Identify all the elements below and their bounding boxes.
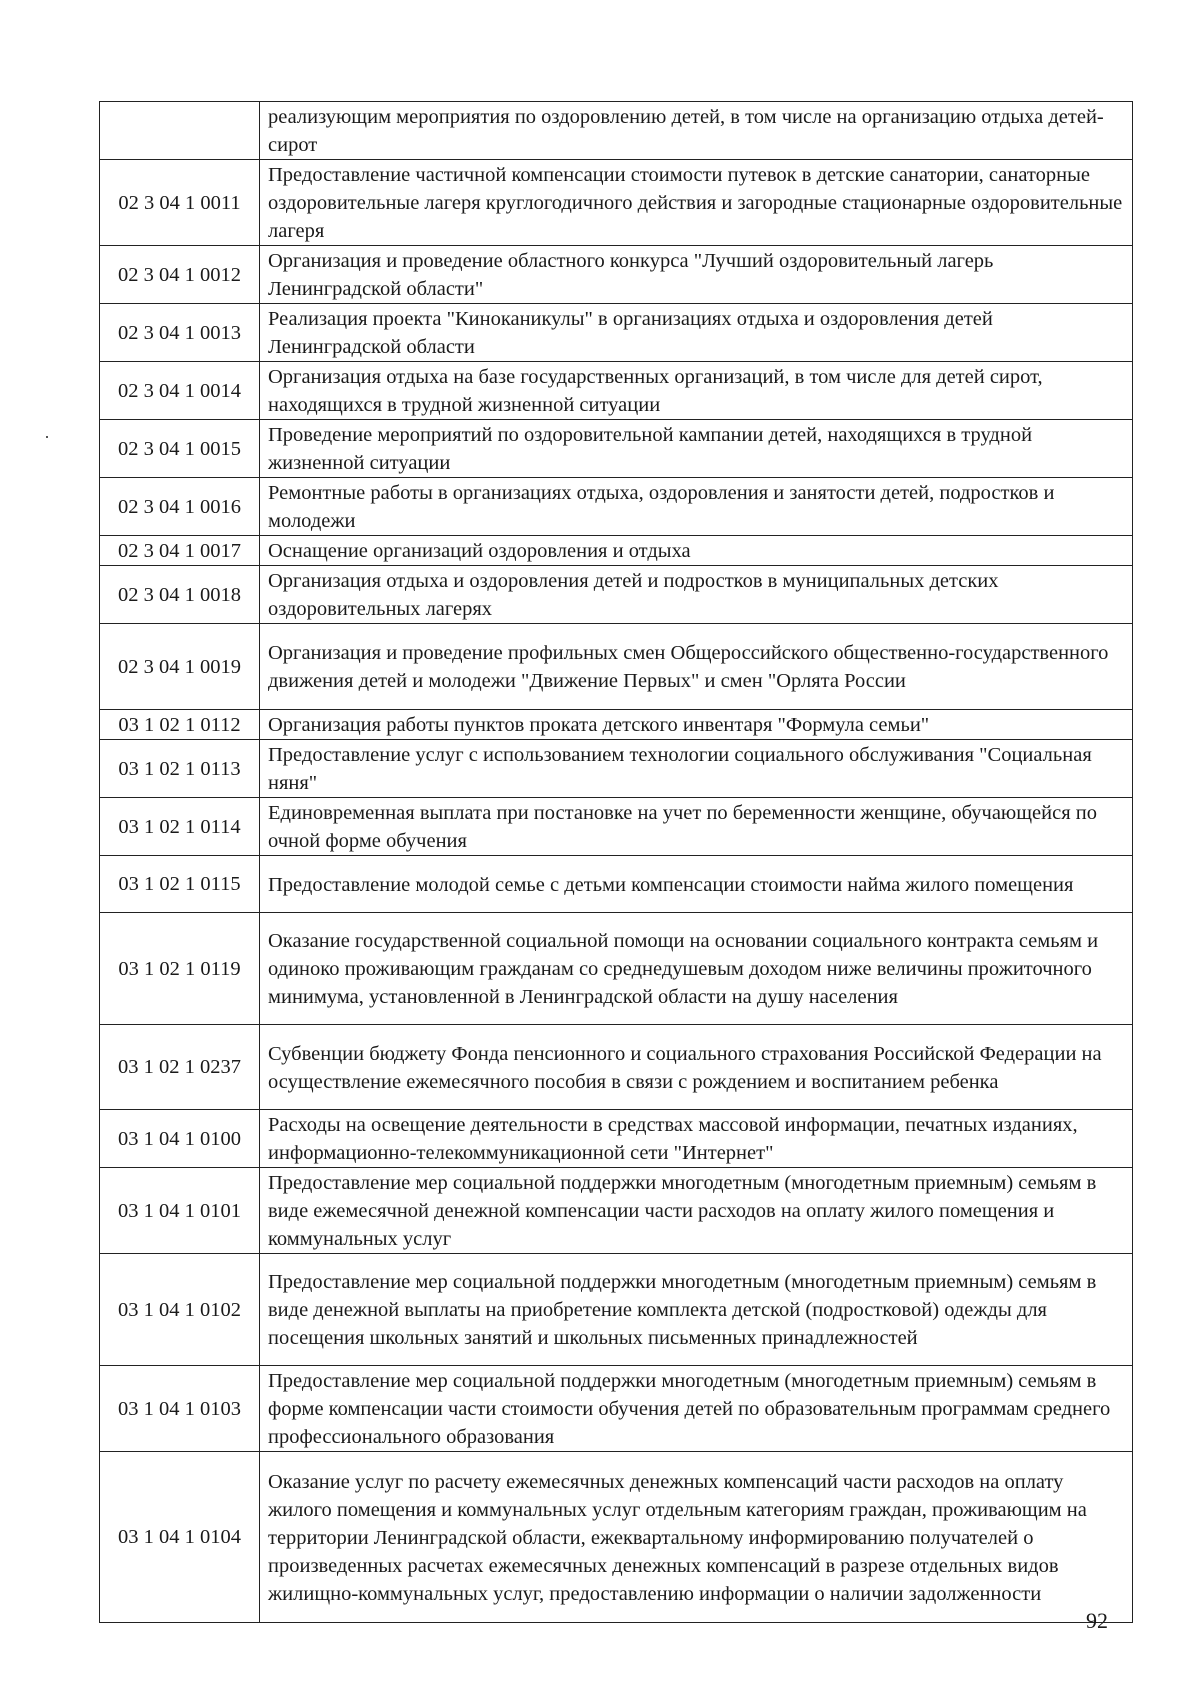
row-description: реализующим мероприятия по оздоровлению детей, в том числе на организацию отдыха детей-сирот [260,102,1133,160]
row-code: 03 1 04 1 0100 [100,1110,260,1168]
row-code: 03 1 02 1 0112 [100,710,260,740]
table-row [100,856,1133,913]
table-row [100,1168,1133,1254]
table-row [100,913,1133,1025]
row-description: Оказание государственной социальной помощи на основании социального контракта семьям и одиноко проживающим гражданам со среднедушевым доходом ниже величины прожиточного минимума, установленной в Ленинградской области на душу населения [260,913,1133,1025]
row-description: Организация отдыха и оздоровления детей и подростков в муниципальных детских оздоровительных лагерях [260,566,1133,624]
row-description: Расходы на освещение деятельности в средствах массовой информации, печатных изданиях, информационно-телекоммуникационной сети "Интернет" [260,1110,1133,1168]
row-code: 02 3 04 1 0015 [100,420,260,478]
row-description: Проведение мероприятий по оздоровительной кампании детей, находящихся в трудной жизненной ситуации [260,420,1133,478]
table-row [100,624,1133,710]
row-code: 03 1 02 1 0113 [100,740,260,798]
row-code: 03 1 02 1 0114 [100,798,260,856]
row-code: 02 3 04 1 0013 [100,304,260,362]
budget-codes-table [99,101,1133,1623]
row-description: Единовременная выплата при постановке на учет по беременности женщине, обучающейся по очной форме обучения [260,798,1133,856]
table-row [100,1452,1133,1623]
row-description: Организация отдыха на базе государственных организаций, в том числе для детей сирот, находящихся в трудной жизненной ситуации [260,362,1133,420]
row-description: Предоставление частичной компенсации стоимости путевок в детские санатории, санаторные оздоровительные лагеря круглогодичного действия и загородные стационарные оздоровительные лагеря [260,160,1133,246]
table-row [100,362,1133,420]
page-number: 92 [1086,1608,1108,1633]
table-row [100,740,1133,798]
table-row [100,1110,1133,1168]
table-row [100,1025,1133,1110]
row-code: 02 3 04 1 0019 [100,624,260,710]
row-code: 03 1 02 1 0115 [100,856,260,913]
row-code: 02 3 04 1 0016 [100,478,260,536]
row-description: Оснащение организаций оздоровления и отдыха [260,536,1133,566]
table-row [100,246,1133,304]
row-description: Реализация проекта "Киноканикулы" в организациях отдыха и оздоровления детей Ленинградской области [260,304,1133,362]
row-description: Предоставление мер социальной поддержки многодетным (многодетным приемным) семьям в виде денежной выплаты на приобретение комплекта детской (подростковой) одежды для посещения школьных занятий и школьных письменных принадлежностей [260,1254,1133,1366]
table-row [100,102,1133,160]
row-description: Предоставление мер социальной поддержки многодетным (многодетным приемным) семьям в форме компенсации части стоимости обучения детей по образовательным программам среднего профессионального образования [260,1366,1133,1452]
table-row [100,1254,1133,1366]
row-description: Предоставление молодой семье с детьми компенсации стоимости найма жилого помещения [260,856,1133,913]
table-row [100,1366,1133,1452]
table-row [100,536,1133,566]
scan-speck [46,436,48,438]
row-description: Предоставление мер социальной поддержки многодетным (многодетным приемным) семьям в виде ежемесячной денежной компенсации части расходов на оплату жилого помещения и коммунальных услуг [260,1168,1133,1254]
row-code: 03 1 04 1 0102 [100,1254,260,1366]
row-code [100,102,260,160]
table-row [100,566,1133,624]
table-row [100,420,1133,478]
table-row [100,304,1133,362]
row-code: 03 1 04 1 0101 [100,1168,260,1254]
row-description: Оказание услуг по расчету ежемесячных денежных компенсаций части расходов на оплату жилого помещения и коммунальных услуг отдельным категориям граждан, проживающим на территории Ленинградской области, ежеквартальному информированию получателей о произведенных расчетах ежемесячных денежных компенсаций в разрезе отдельных видов жилищно-коммунальных услуг, предоставлению информации о наличии задолженности [260,1452,1133,1623]
table-row [100,710,1133,740]
row-description: Организация работы пунктов проката детского инвентаря "Формула семьи" [260,710,1133,740]
row-code: 03 1 04 1 0104 [100,1452,260,1623]
row-description: Организация и проведение профильных смен Общероссийского общественно-государственного движения детей и молодежи "Движение Первых" и смен "Орлята России [260,624,1133,710]
row-code: 03 1 02 1 0119 [100,913,260,1025]
row-code: 02 3 04 1 0018 [100,566,260,624]
table-row [100,798,1133,856]
table-row [100,160,1133,246]
row-code: 02 3 04 1 0011 [100,160,260,246]
row-description: Предоставление услуг с использованием технологии социального обслуживания "Социальная няня" [260,740,1133,798]
row-code: 02 3 04 1 0017 [100,536,260,566]
row-code: 02 3 04 1 0012 [100,246,260,304]
table-body [100,102,1133,1623]
row-code: 03 1 04 1 0103 [100,1366,260,1452]
row-description: Организация и проведение областного конкурса "Лучший оздоровительный лагерь Ленинградской области" [260,246,1133,304]
row-description: Субвенции бюджету Фонда пенсионного и социального страхования Российской Федерации на осуществление ежемесячного пособия в связи с рождением и воспитанием ребенка [260,1025,1133,1110]
row-code: 03 1 02 1 0237 [100,1025,260,1110]
row-code: 02 3 04 1 0014 [100,362,260,420]
table-row [100,478,1133,536]
row-description: Ремонтные работы в организациях отдыха, оздоровления и занятости детей, подростков и молодежи [260,478,1133,536]
